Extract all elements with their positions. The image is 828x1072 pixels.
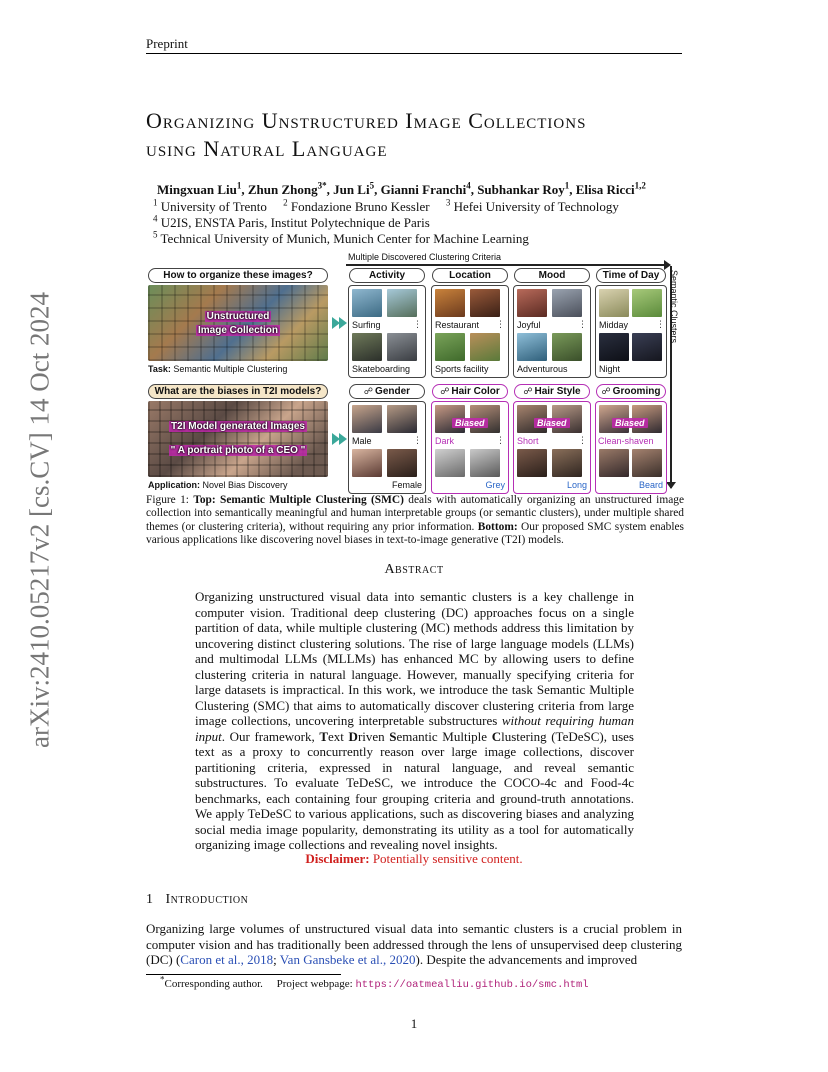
question-pill-top: How to organize these images? [148,268,328,283]
cluster-label: Short [517,436,539,446]
cluster-label: Adventurous [517,364,568,374]
cluster-label: Grey [485,480,505,490]
affiliation-line: $^5$ Technical University of Munich, Munich Center for Machine Learning [153,229,529,246]
cluster-label: Female [391,480,422,490]
criterion-column-location [431,285,509,378]
title-line-1: Organizing Unstructured Image Collections [146,108,587,133]
criterion-pill-gender: ☍ Gender [349,384,425,399]
criterion-pill-time-of-day: Time of Day [596,268,666,283]
abstract-body: Organizing unstructured visual data into semantic clusters is a key challenge in computer vision. Traditional deep clustering (DC) approaches focus on a single partition of data, while multiple clustering (MC) methods address this limitation by uncovering distinct clustering solutions. The rise of large language models (LLMs) and multimodal LLMs (MLLMs) has enhanced MC by allowing users to define clustering criteria in natural language. However, manually specifying criteria for large datasets is impractical. In this work, we introduce the task Semantic Multiple Clustering (SMC) that aims to automatically discover clustering criteria from large image collections, uncovering interpretable substructures without requiring human input. Our framework, Text Driven Semantic Multiple Clustering (TeDeSC), uses text as a proxy to concurrently reason over large image collections, discover partitioning criteria, expressed in natural language, and reveal semantic substructures. To evaluate TeDeSC, we introduce the COCO-4c and Food-4c benchmarks, each containing four grouping criteria and ground-truth annotations. We apply TeDeSC to various applications, such as discovering biases and analyzing social media image popularity, demonstrating its utility as a tool for automatically organizing image collections and revealing novel insights. [195,589,634,852]
abstract-heading: Abstract [384,562,444,577]
paper-title [146,107,706,163]
question-pill-bottom: What are the biases in T2I models? [148,384,328,399]
cluster-label: Dark [435,436,455,446]
affiliation-line: $^4$ U2IS, ENSTA Paris, Institut Polytechnique de Paris [153,213,430,230]
cluster-label: Joyful [517,320,541,330]
criterion-pill-hair-color: ☍ Hair Color [432,384,508,399]
footnote-rule [146,974,341,975]
cluster-label: Male [352,436,372,446]
biased-tag: Biased [534,418,570,428]
criteria-arrow [346,264,668,266]
criterion-pill-grooming: ☍ Grooming [596,384,666,399]
author: Gianni Franchi$^4$ [380,180,471,197]
cluster-label: Sports facility [435,364,489,374]
more-icon: ⋮ [578,319,587,329]
thumbnail [387,449,417,477]
more-icon: ⋮ [413,435,422,445]
disclaimer: Disclaimer: Potentially sensitive content. [305,851,523,866]
thumbnail [352,405,382,433]
task-label: Task: Semantic Multiple Clustering [148,364,288,374]
cluster-label: Clean-shaven [598,436,654,446]
clusters-arrowhead [666,482,676,489]
cluster-label: Night [599,364,621,374]
cluster-label: Beard [638,480,663,490]
thumbnail [517,289,547,317]
project-webpage-link[interactable]: https://oatmealliu.github.io/smc.html [355,979,589,991]
criteria-header: Multiple Discovered Clustering Criteria [348,252,502,262]
criterion-column-mood [513,285,591,378]
cluster-label: Skateboarding [352,364,411,374]
thumbnail [632,289,662,317]
t2i-image-mosaic: T2I Model generated Images " A portrait photo of a CEO " [148,401,328,477]
citation-link[interactable]: Van Gansbeke et al., 2020 [279,952,416,967]
figure-1 [146,250,682,490]
thumbnail [470,449,500,477]
biased-tag: Biased [452,418,488,428]
robot-icon: ☍ [523,386,533,396]
criterion-column-hair-color [431,401,509,494]
author: Elisa Ricci$^{1,2}$ [575,180,646,197]
introduction-body: Organizing large volumes of unstructured visual data into semantic clusters is a crucial problem in computer vision and has traditionally been addressed through the lens of unsupervised deep clustering (DC) (Caron et al., 2018; Van Gansbeke et al., 2020). Despite the advancements and improved [146,921,682,967]
thumbnail [517,333,547,361]
thumbnail [470,333,500,361]
section-heading-introduction: 1 Introduction [146,892,249,907]
thumbnail [632,333,662,361]
criterion-column-activity [348,285,426,378]
robot-icon: ☍ [601,386,611,396]
robot-icon: ☍ [440,386,450,396]
thumbnail [552,289,582,317]
thumbnail [387,289,417,317]
cluster-label: Long [566,480,587,490]
more-icon: ⋮ [578,435,587,445]
criterion-pill-hair-style: ☍ Hair Style [514,384,590,399]
more-icon: ⋮ [413,319,422,329]
more-icon: ⋮ [656,319,665,329]
thumbnail [599,289,629,317]
teal-arrow-icon [339,317,347,329]
application-label: Application: Novel Bias Discovery [148,480,288,490]
author: Zhun Zhong$^{3*}$ [247,180,327,197]
figure-caption: Figure 1: Top: Semantic Multiple Clustering (SMC) deals with automatically organizing an unstructured image collection into semantically meaningful and human interpretable groups (or semantic clusters), under multiple shared themes (or clustering criteria), without requiring any prior information. Bottom: Our proposed SMC system enables various applications like discovering novel biases in text-to-image generative (T2I) models. [146,494,685,547]
arxiv-stamp: arXiv:2410.05217v2 [cs.CV] 14 Oct 2024 [24,292,55,748]
thumbnail [352,333,382,361]
thumbnail [435,449,465,477]
criterion-column-time-of-day [595,285,667,378]
criterion-pill-activity: Activity [349,268,425,283]
more-icon: ⋮ [496,435,505,445]
page-number: 1 [410,1016,418,1031]
cluster-label: Surfing [352,320,381,330]
more-icon: ⋮ [496,319,505,329]
thumbnail [470,289,500,317]
citation-link[interactable]: Caron et al., 2018 [180,952,274,967]
thumbnail [352,449,382,477]
title-line-2: using Natural Language [146,136,388,161]
thumbnail [632,449,662,477]
thumbnail [352,289,382,317]
thumbnail [435,333,465,361]
criterion-column-gender [348,401,426,494]
thumbnail [552,449,582,477]
thumbnail [552,333,582,361]
thumbnail [435,289,465,317]
criterion-column-hair-style [513,401,591,494]
author: Subhankar Roy$^1$ [477,180,570,197]
author: Jun Li$^5$ [333,180,375,197]
affiliation-line: $^1$ University of Trento $^2$ Fondazione Bruno Kessler $^3$ Hefei University of Technology [153,197,619,214]
cluster-label: Restaurant [435,320,480,330]
robot-icon: ☍ [363,386,374,396]
footnote: *Corresponding author. Project webpage: https://oatmealliu.github.io/smc.html [160,974,589,991]
thumbnail [599,449,629,477]
author-list: Mingxuan Liu$^1$, Zhun Zhong$^{3*}$, Jun Li$^5$, Gianni Franchi$^4$, Subhankar Roy$^1$, Elisa Ricci$^{1,2}$ [157,180,646,197]
criterion-pill-mood: Mood [514,268,590,283]
criterion-pill-location: Location [432,268,508,283]
thumbnail [387,333,417,361]
criterion-column-grooming [595,401,667,494]
author: Mingxuan Liu$^1$ [157,180,242,197]
unstructured-image-mosaic: Unstructured Image Collection [148,285,328,361]
cluster-label: Midday [599,320,629,330]
running-header: Preprint [146,36,188,51]
semantic-clusters-axis-label: Semantic Clusters [669,270,679,344]
thumbnail [387,405,417,433]
thumbnail [517,449,547,477]
biased-tag: Biased [612,418,648,428]
header-rule [146,53,682,54]
teal-arrow-icon [339,433,347,445]
thumbnail [599,333,629,361]
